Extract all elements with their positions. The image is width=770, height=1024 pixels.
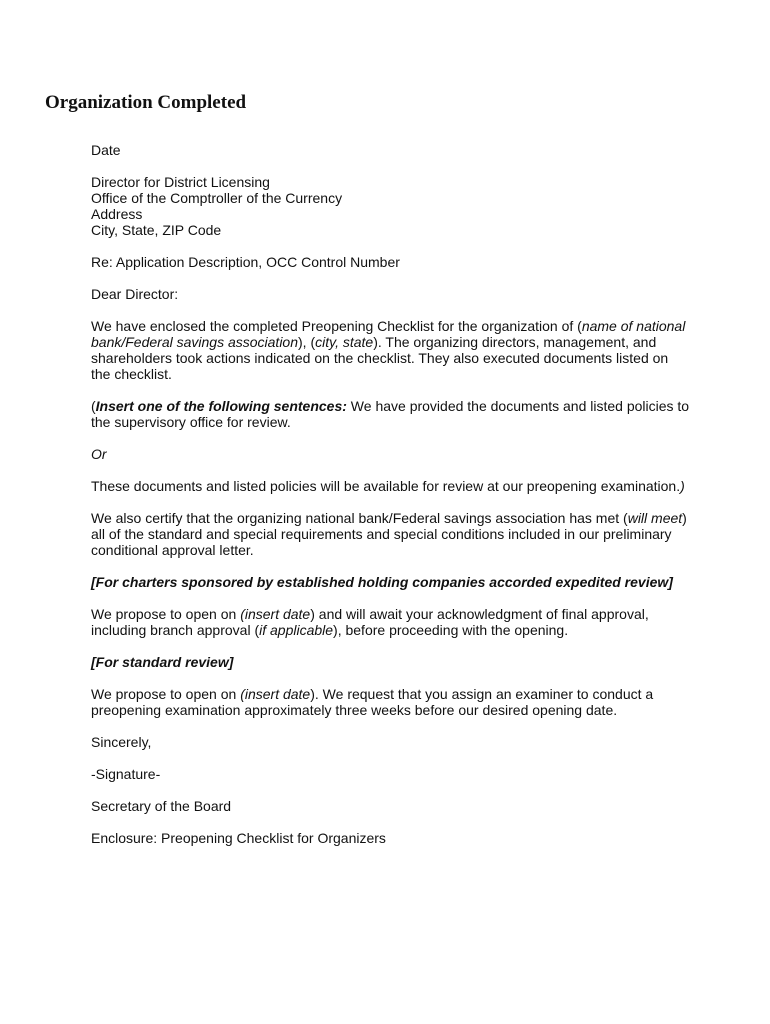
paragraph-certify-text-2: ) all of the standard and special requirements and special conditions included in our preliminary conditional approval letter. (91, 510, 687, 558)
recipient-address (91, 174, 691, 238)
signature-placeholder: -Signature- (91, 766, 161, 782)
paragraph-insert-sentences (91, 398, 691, 430)
placeholder-insert-date-2: (insert date (240, 686, 311, 702)
paragraph-enclosed-text-2: ), ( (298, 334, 316, 350)
paragraph-insert-text-2: We have provided the documents and listed policies to the supervisory office for review. (91, 398, 690, 430)
enclosure-line: Enclosure: Preopening Checklist for Organizers (91, 830, 386, 846)
paragraph-standard-open (91, 686, 691, 718)
signer-title: Secretary of the Board (91, 798, 232, 814)
paragraph-documents-text: These documents and listed policies will be available for review at our preopening examination. (91, 478, 681, 494)
paragraph-certify-text-1: We also certify that the organizing national bank/Federal savings association has met ( (91, 510, 628, 526)
or-separator: Or (91, 446, 107, 462)
paragraph-enclosed-text-3: ). The organizing directors, management, and shareholders took actions indicated on the checklist. They also executed documents listed on the checklist. (91, 334, 669, 382)
re-line: Re: Application Description, OCC Control Number (91, 254, 400, 270)
paragraph-certify (91, 510, 691, 558)
instruction-insert-sentences: Insert one of the following sentences: (95, 398, 347, 414)
address-line-2: Office of the Comptroller of the Currency (91, 190, 343, 206)
address-line-3: Address (91, 206, 143, 222)
placeholder-insert-date: (insert date (240, 606, 311, 622)
salutation: Dear Director: (91, 286, 179, 302)
letter-body (91, 142, 691, 862)
letter-date: Date (91, 142, 121, 158)
paragraph-expedited-open (91, 606, 691, 638)
address-line-4: City, State, ZIP Code (91, 222, 222, 238)
paragraph-documents-available (91, 478, 691, 494)
paragraph-standard-text-2: ). We request that you assign an examiner to conduct a preopening examination approximately three weeks before our desired opening date. (91, 686, 654, 718)
page-title: Organization Completed (45, 92, 247, 113)
paragraph-enclosed-text-1: We have enclosed the completed Preopening Checklist for the organization of ( (91, 318, 582, 334)
paragraph-expedited-text-2: ) and will await your acknowledgment of final approval, including branch approval ( (91, 606, 649, 638)
paragraph-expedited-text-1: We propose to open on (91, 606, 241, 622)
placeholder-bank-name: name of national bank/Federal savings association (91, 318, 686, 350)
placeholder-city-state: city, state (315, 334, 374, 350)
paragraph-enclosed (91, 318, 691, 382)
paragraph-standard-text-1: We propose to open on (91, 686, 241, 702)
section-heading-expedited-review: [For charters sponsored by established holding companies accorded expedited review] (91, 574, 673, 590)
paragraph-insert-text-1: ( (91, 398, 96, 414)
placeholder-will-meet: will meet (627, 510, 683, 526)
paragraph-documents-close-paren: ) (680, 478, 685, 494)
address-line-1: Director for District Licensing (91, 174, 270, 190)
closing: Sincerely, (91, 734, 152, 750)
placeholder-if-applicable: if applicable (259, 622, 334, 638)
paragraph-expedited-text-3: ), before proceeding with the opening. (333, 622, 569, 638)
section-heading-standard-review: [For standard review] (91, 654, 234, 670)
